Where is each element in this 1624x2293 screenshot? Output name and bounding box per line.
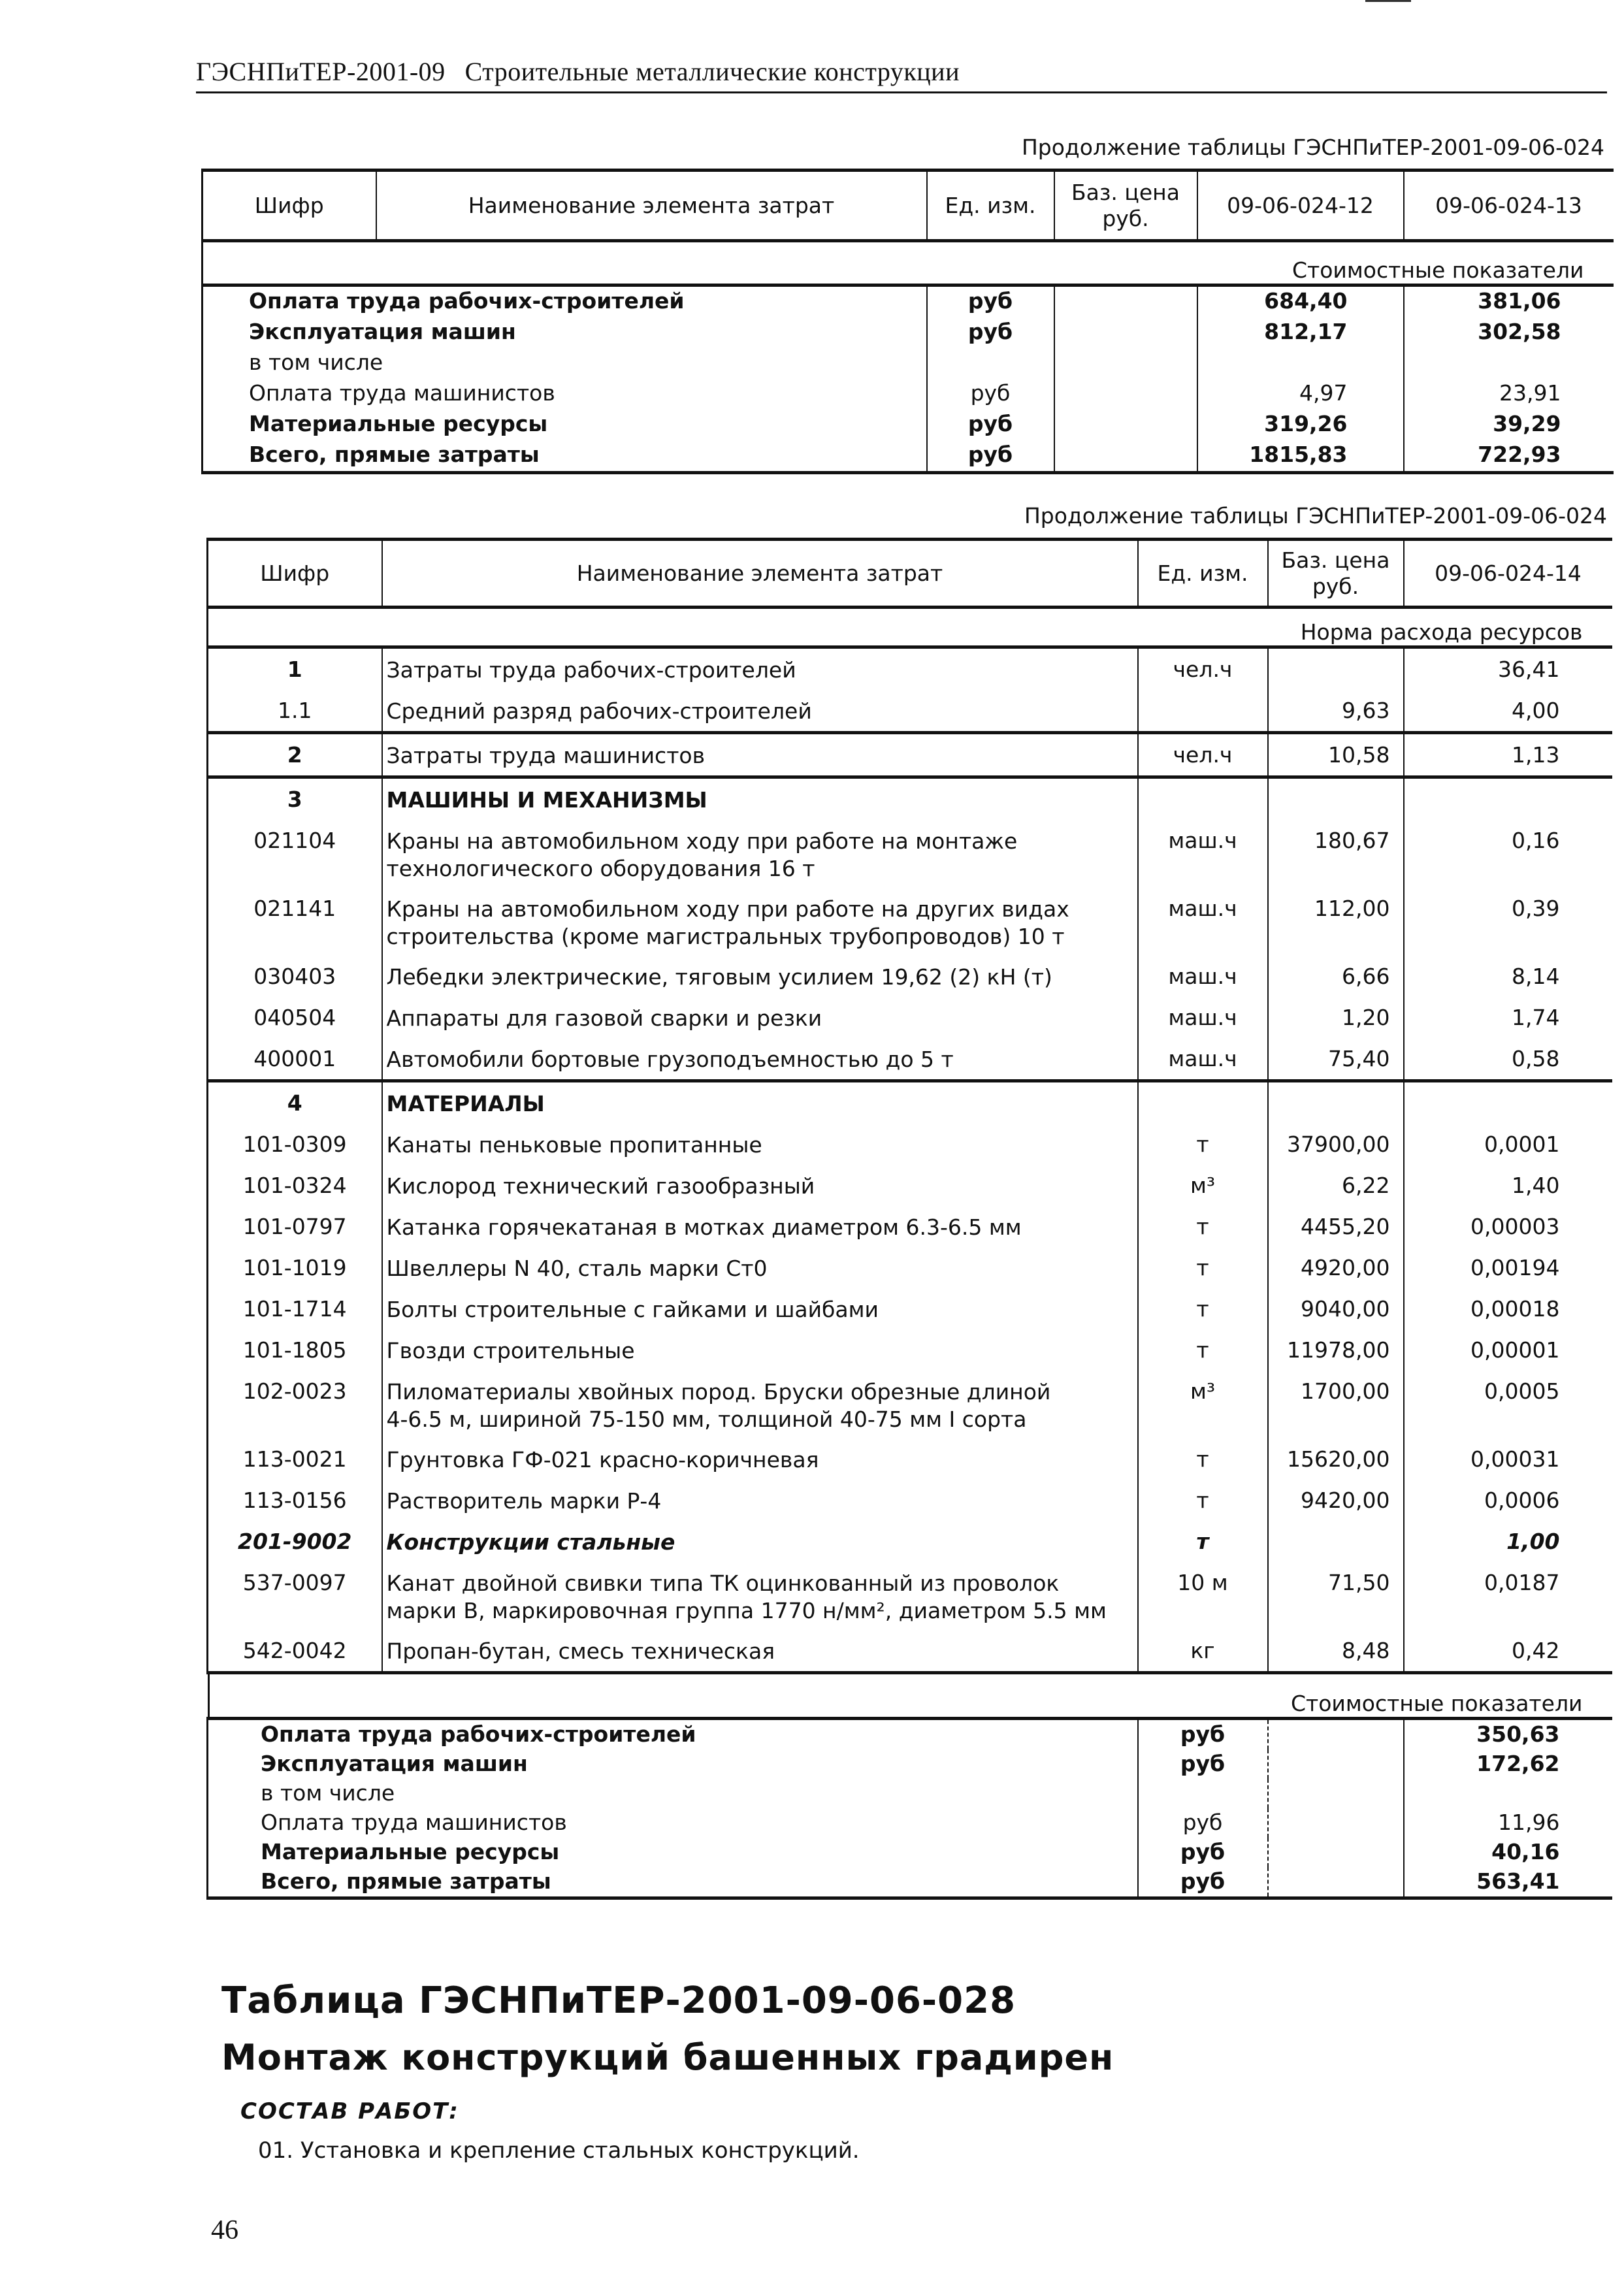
resource-name: Краны на автомобильном ходу при работе на других видах строительства (кроме магистральных трубопроводов) 10 т: [382, 888, 1138, 956]
resource-row: [208, 1288, 1612, 1329]
resource-base-price: 9,63: [1268, 690, 1404, 733]
cost-base-price: [1054, 379, 1197, 410]
resource-unit: т: [1138, 1247, 1268, 1288]
cost-unit: [927, 348, 1054, 379]
resource-row: [208, 1480, 1612, 1521]
header-code: Шифр: [208, 540, 382, 608]
cost-value-12: 4,97: [1197, 379, 1404, 410]
cost-value-12: [1197, 348, 1404, 379]
cost-name: Всего, прямые затраты: [208, 1867, 1138, 1898]
resource-base-price: [1268, 647, 1404, 691]
resource-name: Канаты пеньковые пропитанные: [382, 1124, 1138, 1165]
cost-name: в том числе: [208, 1779, 1138, 1808]
header-name: Наименование элемента затрат: [382, 540, 1138, 608]
cost-name: Материальные ресурсы: [208, 1838, 1138, 1867]
resource-row: [208, 1165, 1612, 1206]
resource-unit: т: [1138, 1329, 1268, 1371]
cost-value-12: 812,17: [1197, 317, 1404, 348]
cost-base-price: [1268, 1749, 1404, 1779]
resource-base-price: 180,67: [1268, 820, 1404, 888]
resource-name: Автомобили бортовые грузоподъемностью до 5 т: [382, 1038, 1138, 1081]
cost-name: Оплата труда машинистов: [203, 379, 927, 410]
cost-value: 350,63: [1404, 1719, 1612, 1750]
resource-name: Растворитель марки Р-4: [382, 1480, 1138, 1521]
cost-base-price: [1054, 410, 1197, 440]
resource-unit: м³: [1138, 1165, 1268, 1206]
resource-row: [208, 647, 1612, 691]
resource-unit: маш.ч: [1138, 1038, 1268, 1081]
header-unit: Ед. изм.: [927, 171, 1054, 241]
resource-unit: [1138, 1081, 1268, 1124]
resource-unit: т: [1138, 1480, 1268, 1521]
resource-base-price: 1,20: [1268, 997, 1404, 1038]
cost-base-price: [1054, 348, 1197, 379]
cost-base-price: [1054, 317, 1197, 348]
resource-row: [208, 733, 1612, 777]
resource-name: Лебедки электрические, тяговым усилием 19,62 (2) кН (т): [382, 956, 1138, 997]
resource-base-price: 37900,00: [1268, 1124, 1404, 1165]
resource-base-price: 15620,00: [1268, 1439, 1404, 1480]
header-name: Наименование элемента затрат: [376, 171, 927, 241]
resource-unit: т: [1138, 1124, 1268, 1165]
header-col-12: 09-06-024-12: [1197, 171, 1404, 241]
table1-caption: Продолжение таблицы ГЭСНПиТЕР-2001-09-06-024: [1021, 135, 1604, 160]
cost-base-price: [1268, 1808, 1404, 1838]
resource-code: 101-0309: [208, 1124, 382, 1165]
cost-unit: руб: [927, 317, 1054, 348]
cost-value: 172,62: [1404, 1749, 1612, 1779]
resource-row: [208, 1371, 1612, 1439]
section-label: Норма расхода ресурсов: [208, 608, 1612, 647]
resource-row: [208, 690, 1612, 733]
resource-row: [208, 820, 1612, 888]
cost-row: [208, 1719, 1612, 1750]
cost-unit: руб: [1138, 1719, 1268, 1750]
resource-code: 021104: [208, 820, 382, 888]
resource-unit: т: [1138, 1288, 1268, 1329]
cost-value: 11,96: [1404, 1808, 1612, 1838]
resource-unit: [1138, 690, 1268, 733]
resource-name: Конструкции стальные: [382, 1521, 1138, 1562]
header-code: ГЭСНПиТЕР-2001-09: [196, 57, 446, 86]
resource-base-price: 10,58: [1268, 733, 1404, 777]
header-title: Строительные металлические конструкции: [464, 57, 960, 86]
cost-base-price: [1054, 285, 1197, 318]
cost-name: Всего, прямые затраты: [203, 440, 927, 473]
resource-value: 36,41: [1404, 647, 1612, 691]
resource-code: 537-0097: [208, 1562, 382, 1630]
cost-value-12: 1815,83: [1197, 440, 1404, 473]
resource-row: [208, 777, 1612, 821]
resource-unit: кг: [1138, 1630, 1268, 1673]
cost-unit: руб: [927, 379, 1054, 410]
resource-value: 8,14: [1404, 956, 1612, 997]
cost-row: [208, 1808, 1612, 1838]
cost-unit: руб: [927, 285, 1054, 318]
cost-base-price: [1268, 1779, 1404, 1808]
resource-name: Гвозди строительные: [382, 1329, 1138, 1371]
resource-base-price: 8,48: [1268, 1630, 1404, 1673]
resource-row: [208, 1124, 1612, 1165]
resource-code: 400001: [208, 1038, 382, 1081]
resource-unit: чел.ч: [1138, 647, 1268, 691]
table2: [206, 538, 1612, 1900]
cost-row: [208, 1749, 1612, 1779]
table2-cost-section-row: [208, 1673, 1612, 1719]
cost-value-12: 684,40: [1197, 285, 1404, 318]
table2-header-row: [208, 540, 1612, 608]
resource-unit: 10 м: [1138, 1562, 1268, 1630]
resource-unit: маш.ч: [1138, 820, 1268, 888]
resource-value: 0,00194: [1404, 1247, 1612, 1288]
resource-name: Аппараты для газовой сварки и резки: [382, 997, 1138, 1038]
table2-section-row: [208, 608, 1612, 647]
resource-row: [208, 997, 1612, 1038]
cost-unit: руб: [1138, 1867, 1268, 1898]
resource-base-price: 1700,00: [1268, 1371, 1404, 1439]
resource-name: Швеллеры N 40, сталь марки Ст0: [382, 1247, 1138, 1288]
header-base-price: Баз. цена руб.: [1268, 540, 1404, 608]
table1-section-row: [203, 241, 1614, 285]
cost-name: Материальные ресурсы: [203, 410, 927, 440]
resource-unit: чел.ч: [1138, 733, 1268, 777]
resource-row: [208, 956, 1612, 997]
resource-name: Пропан-бутан, смесь техническая: [382, 1630, 1138, 1673]
resource-base-price: [1268, 1081, 1404, 1124]
cost-row: [208, 1867, 1612, 1898]
cost-base-price: [1268, 1719, 1404, 1750]
resource-code: 101-1714: [208, 1288, 382, 1329]
resource-value: [1404, 1081, 1612, 1124]
resource-base-price: 4920,00: [1268, 1247, 1404, 1288]
resource-value: 0,39: [1404, 888, 1612, 956]
cost-name: Оплата труда рабочих-строителей: [208, 1719, 1138, 1750]
resource-code: 1: [208, 647, 382, 691]
next-table-title: Таблица ГЭСНПиТЕР-2001-09-06-028: [221, 1979, 1016, 2022]
resource-value: 0,00031: [1404, 1439, 1612, 1480]
cost-row: [203, 285, 1614, 318]
resource-name: Пиломатериалы хвойных пород. Бруски обрезные длиной 4-6.5 м, шириной 75-150 мм, толщиной 40-75 мм I сорта: [382, 1371, 1138, 1439]
resource-value: 0,0006: [1404, 1480, 1612, 1521]
resource-name: Канат двойной свивки типа ТК оцинкованный из проволок марки В, маркировочная группа 1770 н/мм², диаметром 5.5 мм: [382, 1562, 1138, 1630]
resource-row: [208, 1038, 1612, 1081]
table1-header-row: [203, 171, 1614, 241]
resource-value: 0,42: [1404, 1630, 1612, 1673]
resource-code: 101-1019: [208, 1247, 382, 1288]
resource-unit: т: [1138, 1521, 1268, 1562]
resource-row: [208, 1521, 1612, 1562]
resource-name: Затраты труда машинистов: [382, 733, 1138, 777]
top-edge-mark: [1365, 0, 1411, 2]
cost-base-price: [1054, 440, 1197, 473]
cost-unit: руб: [927, 440, 1054, 473]
resource-code: 1.1: [208, 690, 382, 733]
resource-unit: [1138, 777, 1268, 821]
resource-base-price: 11978,00: [1268, 1329, 1404, 1371]
resource-code: 113-0021: [208, 1439, 382, 1480]
header-base-price: Баз. цена руб.: [1054, 171, 1197, 241]
resource-code: 040504: [208, 997, 382, 1038]
resource-row: [208, 888, 1612, 956]
resource-value: 0,00018: [1404, 1288, 1612, 1329]
work-composition-label: СОСТАВ РАБОТ:: [240, 2098, 459, 2124]
resource-value: 0,0001: [1404, 1124, 1612, 1165]
header-rule: [196, 91, 1607, 93]
resource-name: Катанка горячекатаная в мотках диаметром 6.3-6.5 мм: [382, 1206, 1138, 1247]
resource-unit: маш.ч: [1138, 997, 1268, 1038]
resource-base-price: 6,22: [1268, 1165, 1404, 1206]
resource-row: [208, 1206, 1612, 1247]
resource-row: [208, 1562, 1612, 1630]
resource-code: 101-0797: [208, 1206, 382, 1247]
cost-value-13: 381,06: [1404, 285, 1614, 318]
section-label: Стоимостные показатели: [203, 241, 1614, 285]
cost-row: [208, 1838, 1612, 1867]
resource-code: 101-1805: [208, 1329, 382, 1371]
cost-row: [208, 1779, 1612, 1808]
cost-value-13: 302,58: [1404, 317, 1614, 348]
cost-name: Эксплуатация машин: [208, 1749, 1138, 1779]
cost-name: Эксплуатация машин: [203, 317, 927, 348]
running-header: [196, 56, 960, 87]
cost-value-13: 722,93: [1404, 440, 1614, 473]
resource-code: 201-9002: [208, 1521, 382, 1562]
resource-base-price: 9420,00: [1268, 1480, 1404, 1521]
cost-row: [203, 410, 1614, 440]
resource-base-price: 6,66: [1268, 956, 1404, 997]
cost-name: Оплата труда машинистов: [208, 1808, 1138, 1838]
resource-value: 1,13: [1404, 733, 1612, 777]
resource-code: 101-0324: [208, 1165, 382, 1206]
work-item: 01. Установка и крепление стальных конструкций.: [258, 2138, 860, 2164]
cost-value: 40,16: [1404, 1838, 1612, 1867]
resource-name: МАШИНЫ И МЕХАНИЗМЫ: [382, 777, 1138, 821]
cost-value-12: 319,26: [1197, 410, 1404, 440]
cost-row: [203, 348, 1614, 379]
resource-unit: т: [1138, 1206, 1268, 1247]
table1: [201, 169, 1614, 474]
section-label: Стоимостные показатели: [208, 1673, 1612, 1719]
resource-row: [208, 1329, 1612, 1371]
cost-value-13: 23,91: [1404, 379, 1614, 410]
resource-unit: т: [1138, 1439, 1268, 1480]
cost-value-13: 39,29: [1404, 410, 1614, 440]
resource-value: 0,0005: [1404, 1371, 1612, 1439]
resource-name: МАТЕРИАЛЫ: [382, 1081, 1138, 1124]
resource-value: 4,00: [1404, 690, 1612, 733]
cost-unit: руб: [1138, 1749, 1268, 1779]
resource-name: Кислород технический газообразный: [382, 1165, 1138, 1206]
resource-value: 0,00003: [1404, 1206, 1612, 1247]
resource-base-price: 75,40: [1268, 1038, 1404, 1081]
resource-row: [208, 1630, 1612, 1673]
resource-code: 030403: [208, 956, 382, 997]
resource-unit: м³: [1138, 1371, 1268, 1439]
cost-unit: руб: [1138, 1838, 1268, 1867]
resource-base-price: 71,50: [1268, 1562, 1404, 1630]
cost-unit: руб: [927, 410, 1054, 440]
cost-base-price: [1268, 1867, 1404, 1898]
resource-base-price: [1268, 777, 1404, 821]
table2-caption: Продолжение таблицы ГЭСНПиТЕР-2001-09-06-024: [1024, 503, 1607, 529]
page-number: 46: [211, 2215, 238, 2245]
resource-row: [208, 1247, 1612, 1288]
cost-name: в том числе: [203, 348, 927, 379]
resource-value: 0,0187: [1404, 1562, 1612, 1630]
resource-value: 1,00: [1404, 1521, 1612, 1562]
cost-row: [203, 379, 1614, 410]
cost-row: [203, 317, 1614, 348]
cost-unit: руб: [1138, 1808, 1268, 1838]
resource-base-price: 4455,20: [1268, 1206, 1404, 1247]
resource-base-price: [1268, 1521, 1404, 1562]
cost-unit: [1138, 1779, 1268, 1808]
resource-code: 3: [208, 777, 382, 821]
resource-code: 542-0042: [208, 1630, 382, 1673]
cost-name: Оплата труда рабочих-строителей: [203, 285, 927, 318]
resource-code: 4: [208, 1081, 382, 1124]
header-col-13: 09-06-024-13: [1404, 171, 1614, 241]
resource-value: 0,16: [1404, 820, 1612, 888]
header-unit: Ед. изм.: [1138, 540, 1268, 608]
cost-value: [1404, 1779, 1612, 1808]
resource-value: 0,58: [1404, 1038, 1612, 1081]
resource-name: Болты строительные с гайками и шайбами: [382, 1288, 1138, 1329]
resource-value: 1,40: [1404, 1165, 1612, 1206]
resource-code: 2: [208, 733, 382, 777]
cost-row: [203, 440, 1614, 473]
resource-value: 0,00001: [1404, 1329, 1612, 1371]
cost-value-13: [1404, 348, 1614, 379]
resource-code: 113-0156: [208, 1480, 382, 1521]
header-code: Шифр: [203, 171, 376, 241]
next-table-subtitle: Монтаж конструкций башенных градирен: [221, 2037, 1114, 2078]
resource-name: Краны на автомобильном ходу при работе на монтаже технологического оборудования 16 т: [382, 820, 1138, 888]
cost-base-price: [1268, 1838, 1404, 1867]
cost-value: 563,41: [1404, 1867, 1612, 1898]
resource-name: Средний разряд рабочих-строителей: [382, 690, 1138, 733]
resource-code: 102-0023: [208, 1371, 382, 1439]
resource-code: 021141: [208, 888, 382, 956]
resource-unit: маш.ч: [1138, 888, 1268, 956]
resource-row: [208, 1439, 1612, 1480]
resource-row: [208, 1081, 1612, 1124]
resource-base-price: 112,00: [1268, 888, 1404, 956]
resource-base-price: 9040,00: [1268, 1288, 1404, 1329]
resource-value: 1,74: [1404, 997, 1612, 1038]
header-col-14: 09-06-024-14: [1404, 540, 1612, 608]
resource-name: Затраты труда рабочих-строителей: [382, 647, 1138, 691]
resource-name: Грунтовка ГФ-021 красно-коричневая: [382, 1439, 1138, 1480]
resource-unit: маш.ч: [1138, 956, 1268, 997]
resource-value: [1404, 777, 1612, 821]
